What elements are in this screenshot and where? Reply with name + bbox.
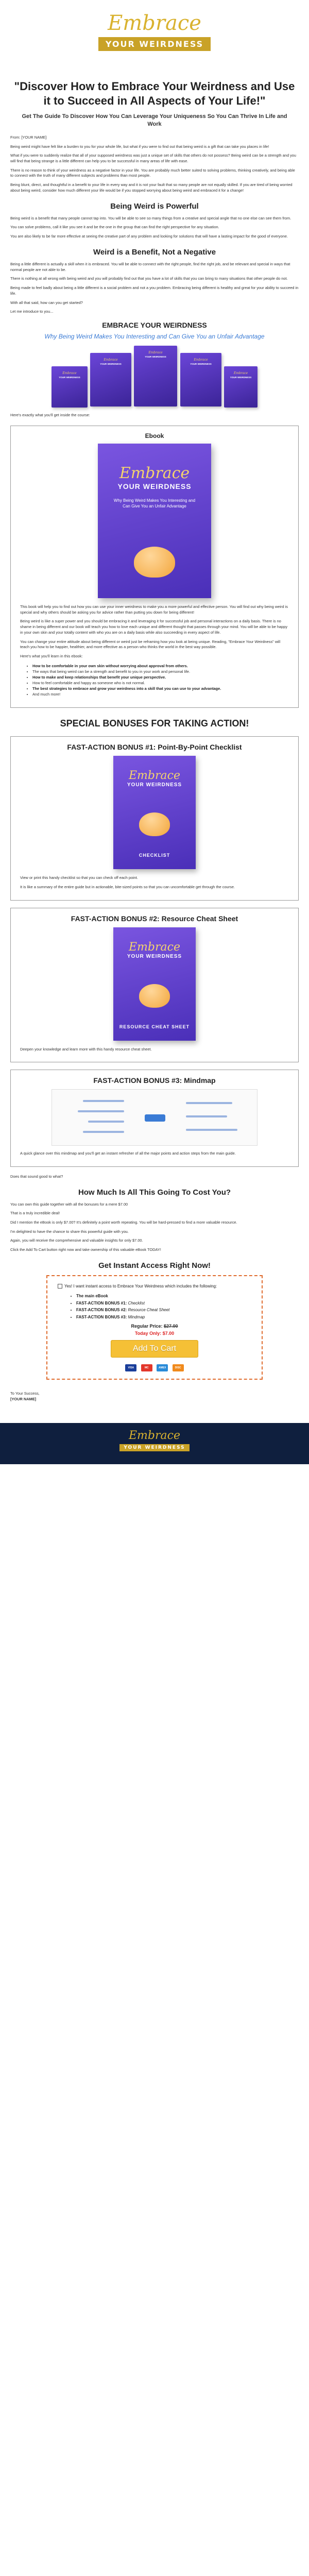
order-item-bold: FAST-ACTION BONUS #3:: [76, 1314, 127, 1319]
cost-paragraph: I'm delighted to have the chance to share this powerful guide with you.: [10, 1229, 129, 1234]
order-confirm-line: [58, 1283, 251, 1290]
amex-card-icon: AMEX: [157, 1364, 168, 1371]
bonus-card-cheatsheet: [10, 908, 299, 1063]
footer-logo-script: Embrace: [129, 1429, 180, 1442]
ebook-paragraph: This book will help you to find out how you can use your inner weirdness to make you a more powerful and effective person. You will find out why being weird is special and why others should be asking you for advice rather than putting you down for being different!: [20, 604, 288, 615]
logo-script-text: Embrace: [108, 11, 201, 35]
bundle-book: [134, 346, 177, 406]
section-paragraph: Being a little different is actually a skill when it is embraced. You will be able to connect with the right people, find the right job, and be relevant and special in ways that normal people are not able to be.: [10, 261, 290, 272]
list-item: [32, 674, 289, 680]
page-headline: "Discover How to Embrace Your Weirdness and Use it to Succeed in All Aspects of Your Life!": [14, 80, 295, 107]
bundle-book: [180, 353, 221, 406]
bullet-text: And much more!: [32, 692, 61, 697]
bonus-title: FAST-ACTION BONUS #2: Resource Cheat Sheet: [71, 914, 238, 923]
bullet-bold-text: How to make and keep relationships that benefit your unique perspective.: [32, 675, 166, 680]
signoff-name: [YOUR NAME]: [10, 1397, 37, 1402]
bonus-card-checklist: [10, 736, 299, 900]
ebook-paragraph: You can change your entire attitude about being different or weird just be reframing how you look at being unique. Reading, "Embrace Your Weirdness" will teach you how to be happier, healthier, and more effective as a person who thinks the world in the best way possible.: [20, 639, 281, 650]
bonus-card-mindmap: [10, 1070, 299, 1167]
bundle-book-title: Embrace: [233, 371, 248, 376]
mindmap-node: [186, 1129, 237, 1131]
bonus-paragraph: It is like a summary of the entire guide but in actionable, bite-sized points so that you can uncomfortable get through the course.: [20, 884, 235, 889]
ebook-card: [10, 426, 299, 708]
ebook-cover-image: [98, 444, 211, 598]
bundle-book-title: Embrace: [148, 351, 163, 355]
list-item: [32, 663, 289, 669]
bonus-paragraph: A quick glance over this mindmap and you'll get an instant refresher of all the major points and action steps from the main guide.: [20, 1151, 236, 1156]
bullet-bold-text: How to be comfortable in your own skin without worrying about approval from others.: [32, 663, 188, 668]
order-line-text: Yes! I want instant access to Embrace Your Weirdness which includes the following:: [64, 1283, 217, 1289]
main-content: [10, 79, 299, 1402]
section-paragraph: Being made to feel badly about being a little different is a social problem and not a you problem. Embracing being different is healthy and great for your ability to succeed in life.: [10, 285, 299, 296]
mindmap-node: [186, 1115, 227, 1117]
list-item: [76, 1307, 251, 1314]
mindmap-node: [83, 1100, 124, 1102]
intro-paragraph: Being blunt, direct, and thoughtful in a benefit to your life in every way and it is not your fault that so many people are not equally skilled. If you are tired of being worried about being weird, consider how much different your life would be if you stopped worrying about being weird and embraced it for a change!: [10, 182, 293, 193]
section-paragraph: With all that said, how can you get started?: [10, 300, 83, 305]
mindmap-node: [186, 1102, 232, 1104]
order-item-bold: FAST-ACTION BONUS #1:: [76, 1300, 127, 1306]
section-title-benefit: Weird is a Benefit, Not a Negative: [93, 247, 216, 257]
bundle-book: [52, 366, 88, 408]
order-box: [46, 1275, 263, 1380]
bundle-book-subtitle: YOUR WEIRDNESS: [190, 363, 212, 366]
order-items-list: [76, 1293, 251, 1320]
bullet-text: The ways that being weird can be a strength and benefit to you in your work and personal life.: [32, 669, 191, 674]
cover-subtitle: YOUR WEIRDNESS: [127, 782, 182, 788]
bundle-book-subtitle: YOUR WEIRDNESS: [230, 376, 252, 379]
section-paragraph: You can solve problems, call it like you see it and be the one in the group that can find the right perspective for any situation.: [10, 225, 219, 230]
intro-from: From: [YOUR NAME]: [10, 134, 47, 140]
bundle-book-subtitle: YOUR WEIRDNESS: [59, 376, 80, 379]
bundle-book-subtitle: YOUR WEIRDNESS: [145, 355, 166, 359]
order-item-text: Mindmap: [127, 1314, 145, 1319]
ebook-paragraph: Being weird is like a super power and you should be embracing it and leveraging it for successful job and personal interactions on a daily basis. There is no shame in being different and our book will teach you how to love each unique and different thought that passes through your mind. You will be able to be happy in your own skin and your totally content with who you are on a daily basis while also succeeding in every aspect of life.: [20, 619, 288, 635]
product-subtitle: Why Being Weird Makes You Interesting and Can Give You an Unfair Advantage: [44, 333, 265, 340]
bonus-paragraph: Deepen your knowledge and learn more with this handy resource cheat sheet.: [20, 1046, 152, 1052]
mastercard-icon: MC: [141, 1364, 152, 1371]
list-item: [76, 1293, 251, 1300]
bonus-title: FAST-ACTION BONUS #1: Point-By-Point Checklist: [67, 743, 242, 752]
cost-paragraph: Again, you will receive the comprehensive and valuable insights for only $7.00.: [10, 1238, 143, 1243]
order-item-bold: FAST-ACTION BONUS #2:: [76, 1308, 127, 1313]
mindmap-node: [83, 1131, 124, 1133]
bundle-book: [90, 353, 131, 406]
section-paragraph: You are also likely to be far more effective at seeing the creative part of any problem and looking for solutions that will have a lasting impact for the good of everyone.: [10, 234, 288, 239]
bundle-book-title: Embrace: [104, 358, 118, 362]
cover-label: RESOURCE CHEAT SHEET: [119, 1024, 190, 1029]
checklist-cover-image: [113, 756, 196, 869]
section-paragraph: There is nothing at all wrong with being weird and you will probably find out that you have a lot of skills that you can bring to many situations that other people do not.: [10, 276, 288, 281]
signoff-line: To Your Success,: [10, 1391, 40, 1396]
add-to-cart-button[interactable]: Add To Cart: [111, 1340, 198, 1358]
bundle-book-title: Embrace: [62, 371, 77, 376]
discover-card-icon: DISC: [173, 1364, 184, 1371]
mindmap-center-node: [145, 1114, 165, 1122]
product-title: EMBRACE YOUR WEIRDNESS: [102, 321, 207, 329]
egg-illustration: [139, 984, 170, 1008]
access-title: Get Instant Access Right Now!: [98, 1261, 211, 1270]
sound-good-text: Does that sound good to what?: [10, 1174, 63, 1179]
bonus-paragraph: View or print this handy checklist so that you can check off each point.: [20, 875, 138, 880]
section-paragraph: Being weird is a benefit that many people cannot tap into. You will be able to see so many things from a creative and special angle that no one else can see them from.: [10, 215, 291, 221]
visa-card-icon: VISA: [125, 1364, 136, 1371]
list-item: [32, 686, 289, 691]
cover-label: CHECKLIST: [139, 853, 170, 858]
page-subheadline: Get The Guide To Discover How You Can Leverage Your Uniqueness So You Can Thrive In Life and Work: [22, 113, 287, 128]
mindmap-image: [52, 1089, 258, 1146]
intro-paragraph: Being weird might have felt like a burden to you for your whole life, but what if you were to find out that being weird is a gift that can take you places in life!: [10, 144, 269, 149]
egg-illustration: [139, 812, 170, 836]
ebook-bullet-list: [32, 663, 289, 698]
bullet-text: How to feel comfortable and happy as someone who is not normal.: [32, 681, 145, 686]
site-footer: [0, 1423, 309, 1464]
bullet-bold-text: The best strategies to embrace and grow your weirdness into a skill that you can use to your advantage.: [32, 686, 221, 691]
mindmap-node: [78, 1110, 124, 1112]
cover-title: Embrace: [129, 769, 180, 783]
bundle-book-title: Embrace: [194, 358, 208, 362]
order-item-text: Checklist: [127, 1300, 145, 1306]
section-title-powerful: Being Weird is Powerful: [110, 201, 199, 211]
ebook-paragraph: Here's what you'll learn in this ebook:: [20, 654, 83, 659]
cost-title: How Much Is All This Going To Cost You?: [78, 1188, 231, 1197]
ebook-cover-tagline: Why Being Weird Makes You Interesting and Can Give You an Unfair Advantage: [113, 498, 196, 509]
footer-logo-block: YOUR WEIRDNESS: [119, 1444, 189, 1451]
ebook-card-title: Ebook: [145, 432, 164, 439]
cover-subtitle: YOUR WEIRDNESS: [127, 953, 182, 959]
intro-section: [10, 135, 299, 194]
today-price: Today Only: $7.00: [134, 1331, 175, 1336]
egg-illustration: [134, 547, 175, 578]
list-item: [32, 680, 289, 686]
cost-paragraph: Did I mention the eBook is only $7.00? It's definitely a point worth repeating. You will be hard-pressed to find a more valuable resource.: [10, 1219, 237, 1225]
bundle-book-subtitle: YOUR WEIRDNESS: [100, 363, 122, 366]
cost-paragraph: Click the Add To Cart button right now and take ownership of this valuable eBook TODAY!: [10, 1247, 161, 1252]
order-item-text: Resource Cheat Sheet: [127, 1308, 170, 1313]
list-item: [76, 1314, 251, 1321]
inside-text: Here's exactly what you'll get inside the course:: [10, 413, 90, 418]
intro-paragraph: What if you were to suddenly realize that all of your supposed weirdness was just a unique set of skills that others do not possess? Being weird can be a strength and you will find that being strange is a little different can help you to be successful in many areas of life with ease.: [10, 153, 297, 163]
section-paragraph: Let me introduce to you...: [10, 309, 54, 314]
ebook-cover-subtitle: YOUR WEIRDNESS: [117, 482, 192, 490]
cover-title: Embrace: [129, 940, 180, 954]
payment-cards: [58, 1362, 251, 1371]
mindmap-node: [88, 1121, 124, 1123]
list-item: [76, 1300, 251, 1307]
bundle-book: [224, 366, 258, 408]
order-checkbox[interactable]: [58, 1284, 62, 1289]
list-item: [32, 691, 289, 697]
list-item: [32, 669, 289, 674]
regular-price-value: $27.00: [164, 1324, 178, 1329]
logo-block-text: YOUR WEIRDNESS: [98, 37, 211, 51]
cost-paragraph: You can own this guide together with all the bonuses for a mere $7.00: [10, 1201, 128, 1207]
bonuses-heading: SPECIAL BONUSES FOR TAKING ACTION!: [60, 718, 249, 729]
ebook-cover-title: Embrace: [119, 464, 190, 482]
site-header: [0, 0, 309, 77]
cost-paragraph: That is a truly incredible deal!: [10, 1211, 60, 1216]
product-bundle-image: [52, 346, 258, 408]
cheatsheet-cover-image: [113, 927, 196, 1041]
bonus-title: FAST-ACTION BONUS #3: Mindmap: [93, 1076, 216, 1085]
regular-price-label: Regular Price:: [131, 1324, 163, 1329]
order-item-bold: The main eBook: [76, 1293, 108, 1298]
intro-paragraph: There is no reason to think of your weirdness as a negative factor in your life. You are probably much better suited to solving problems, thinking creatively, and being able to connect with the truth of many different subjects and problems than most people.: [10, 167, 295, 178]
regular-price: [58, 1324, 251, 1329]
